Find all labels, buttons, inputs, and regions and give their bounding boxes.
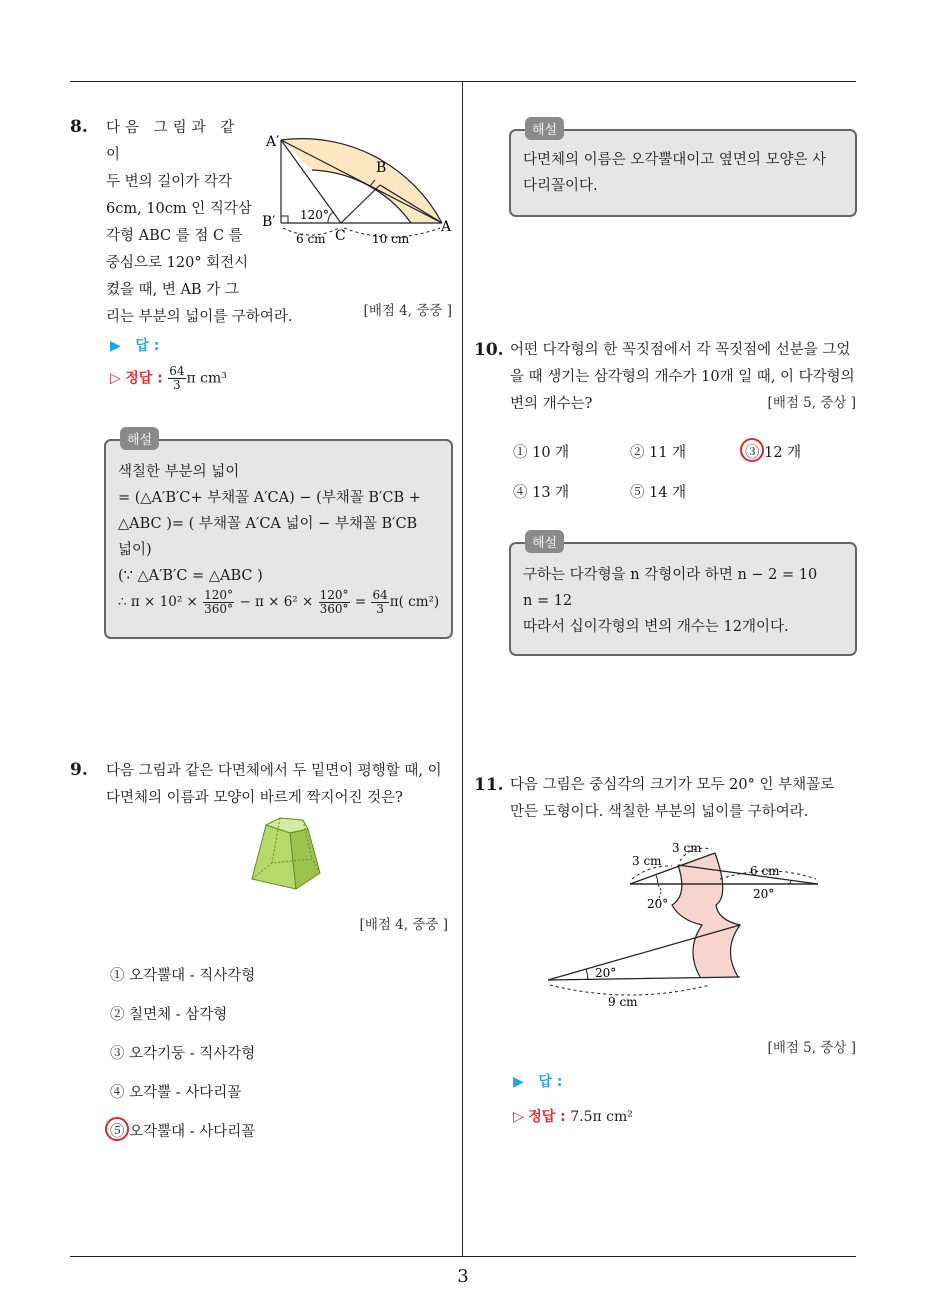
formula-part: ∴ π × 10² × — [118, 594, 198, 610]
q9-front-left-face — [252, 825, 296, 889]
q11-lower-base — [548, 977, 740, 980]
q9-choice-5[interactable]: ⑤ 오각뿔대 - 사다리꼴 — [110, 1124, 256, 1140]
q8-correct-line — [110, 365, 227, 392]
q8-segment-c-b — [341, 185, 380, 223]
q10-choice-5[interactable]: ⑤ 14 개 — [630, 485, 687, 501]
q8-label-b-prime: B′ — [262, 214, 276, 230]
expl-line: n = 12 — [523, 593, 573, 609]
q9-solid-figure — [248, 815, 328, 895]
q10-choice-3[interactable]: ③ 12 개 — [745, 445, 802, 461]
q10-text-line: 어떤 다각형의 한 꼭짓점에서 각 꼭짓점에 선분을 그었 — [510, 342, 851, 358]
q8-explanation-tag: 해설 — [120, 427, 159, 450]
column-divider — [462, 82, 463, 1256]
q8-question-text — [106, 115, 293, 331]
q8-angle-label: 120° — [300, 208, 329, 222]
q10-text-line: 변의 개수는? — [510, 396, 593, 412]
q9-text-line: 다면체의 이름과 모양이 바르게 짝지어진 것은? — [106, 790, 403, 806]
q11-angle-label-2: 20° — [753, 887, 775, 901]
frac-den: 360° — [204, 602, 234, 616]
q10-explanation-tag: 해설 — [525, 530, 564, 553]
frac-den: 3 — [376, 602, 384, 616]
answer-arrow-icon: ▶ — [513, 1074, 524, 1090]
q9-explanation-body — [523, 147, 853, 199]
expl-line: 다면체의 이름은 오각뿔대이고 옆면의 모양은 사 — [523, 152, 827, 168]
formula-part: π( cm²) — [389, 594, 440, 610]
q10-text-line: 을 때 생기는 삼각형의 개수가 10개 일 때, 이 다각형의 — [510, 369, 855, 385]
q10-choice-2[interactable]: ② 11 개 — [630, 445, 687, 461]
q8-len-right: 10 cm — [372, 232, 410, 246]
q10-choice-4[interactable]: ④ 13 개 — [513, 485, 570, 501]
frac-den: 360° — [319, 602, 349, 616]
q11-text-line: 만든 도형이다. 색칠한 부분의 넓이를 구하여라. — [510, 804, 809, 820]
q11-label-3cm-b: 3 cm — [672, 841, 702, 855]
q11-answer-line — [513, 1071, 562, 1091]
answer-arrow-icon: ▶ — [110, 338, 121, 354]
q9-choice-4[interactable]: ④ 오각뿔 - 사다리꼴 — [110, 1085, 242, 1101]
q11-angle-label-3: 20° — [595, 966, 617, 980]
q9-choice-2[interactable]: ② 칠면체 - 삼각형 — [110, 1007, 228, 1023]
q11-dim-9cm — [550, 985, 710, 995]
q8-len-left: 6 cm — [296, 232, 326, 246]
q8-correct-den: 3 — [173, 378, 181, 392]
q8-label-a-prime: A′ — [266, 134, 280, 150]
correct-triangle-icon: ▷ — [110, 370, 121, 387]
q8-label-b: B — [376, 160, 387, 176]
q9-explanation-box — [509, 123, 857, 217]
q11-answer-label: 답 : — [538, 1074, 563, 1090]
q11-score: [배점 5, 중상 ] — [767, 1040, 856, 1056]
q10-number: 10. — [474, 340, 504, 360]
q10-explanation-box — [509, 536, 857, 656]
q8-explanation-box — [104, 433, 453, 639]
q9-explanation-tag: 해설 — [525, 117, 564, 140]
q11-angle-label-1: 20° — [647, 897, 669, 911]
q8-text-line: 다음 그림과 같이 — [106, 120, 240, 163]
q8-formula — [118, 589, 448, 616]
q8-correct-num: 64 — [169, 364, 185, 378]
expl-line: 따라서 십이각형의 변의 개수는 12개이다. — [523, 619, 789, 635]
q11-correct-label: 정답 : — [528, 1109, 566, 1125]
q10-explanation-body — [523, 562, 853, 640]
q8-text-line: 중심으로 120° 회전시 — [106, 255, 249, 271]
expl-line: 넓이) — [118, 542, 152, 558]
q8-text-line: 각형 ABC 를 점 C 를 — [106, 228, 243, 244]
q8-explanation-body — [118, 459, 448, 616]
expl-line: △ABC )= ( 부채꼴 A′CA 넓이 − 부채꼴 B′CB — [118, 516, 418, 532]
q11-label-9cm: 9 cm — [608, 995, 638, 1009]
q11-correct-line — [513, 1106, 633, 1126]
q10-score: [배점 5, 중상 ] — [767, 395, 856, 411]
q8-text-line: 6cm, 10cm 인 직각삼 — [106, 201, 252, 217]
expl-line: = (△A′B′C+ 부채꼴 A′CA) − (부채꼴 B′CB + — [118, 490, 421, 506]
q11-text-line: 다음 그림은 중심각의 크기가 모두 20° 인 부채꼴로 — [510, 777, 835, 793]
formula-part: = — [354, 594, 367, 610]
q11-label-6cm: 6 cm — [750, 864, 780, 878]
q8-correct-rest: π cm³ — [186, 370, 227, 387]
q8-text-line: 두 변의 길이가 각각 — [106, 174, 232, 190]
q8-text-line: 켰을 때, 변 AB 가 그 — [106, 282, 239, 298]
q11-angle-arc-3 — [586, 969, 588, 980]
expl-line: 색칠한 부분의 넓이 — [118, 464, 240, 480]
q9-choice-1[interactable]: ① 오각뿔대 - 직사각형 — [110, 968, 256, 984]
q9-text-line: 다음 그림과 같은 다면체에서 두 밑면이 평행할 때, 이 — [106, 763, 442, 779]
q8-score: [배점 4, 중중 ] — [363, 303, 452, 319]
q8-label-a: A — [441, 219, 452, 235]
q9-selected-circle-mark — [105, 1117, 129, 1141]
formula-part: − π × 6² × — [239, 594, 314, 610]
q11-question-text — [510, 772, 860, 826]
q9-number: 9. — [70, 760, 88, 780]
q8-answer-line — [110, 335, 159, 355]
q9-question-text — [106, 758, 456, 812]
q9-score: [배점 4, 중중 ] — [359, 917, 448, 933]
expl-line: 다리꼴이다. — [523, 178, 598, 194]
expl-line: (∵ △A′B′C = △ABC ) — [118, 568, 263, 584]
q11-angle-arc-1 — [656, 875, 658, 884]
q8-correct-label: 정답 : — [125, 370, 163, 387]
q8-right-angle-b-prime — [281, 216, 288, 223]
page-number: 3 — [457, 1266, 469, 1287]
expl-line: 구하는 다각형을 n 각형이라 하면 n − 2 = 10 — [523, 567, 818, 583]
q10-selected-circle-mark — [740, 438, 764, 462]
frac-num: 64 — [372, 588, 388, 602]
footer-rule — [70, 1256, 856, 1257]
q8-number: 8. — [70, 117, 88, 137]
q8-answer-label: 답 : — [135, 338, 160, 354]
q8-label-c: C — [335, 228, 346, 244]
q10-choice-1[interactable]: ① 10 개 — [513, 445, 570, 461]
frac-num: 120° — [319, 588, 349, 602]
q11-number: 11. — [474, 775, 504, 795]
q11-label-3cm-a: 3 cm — [632, 854, 662, 868]
q9-choice-3[interactable]: ③ 오각기둥 - 직사각형 — [110, 1046, 256, 1062]
frac-num: 120° — [204, 588, 234, 602]
q11-figure — [540, 835, 830, 1015]
correct-triangle-icon: ▷ — [513, 1109, 524, 1125]
q8-figure — [256, 112, 456, 250]
header-rule — [70, 81, 856, 82]
q11-correct-value: 7.5π cm² — [570, 1109, 633, 1125]
q8-text-line: 리는 부분의 넓이를 구하여라. — [106, 309, 293, 325]
